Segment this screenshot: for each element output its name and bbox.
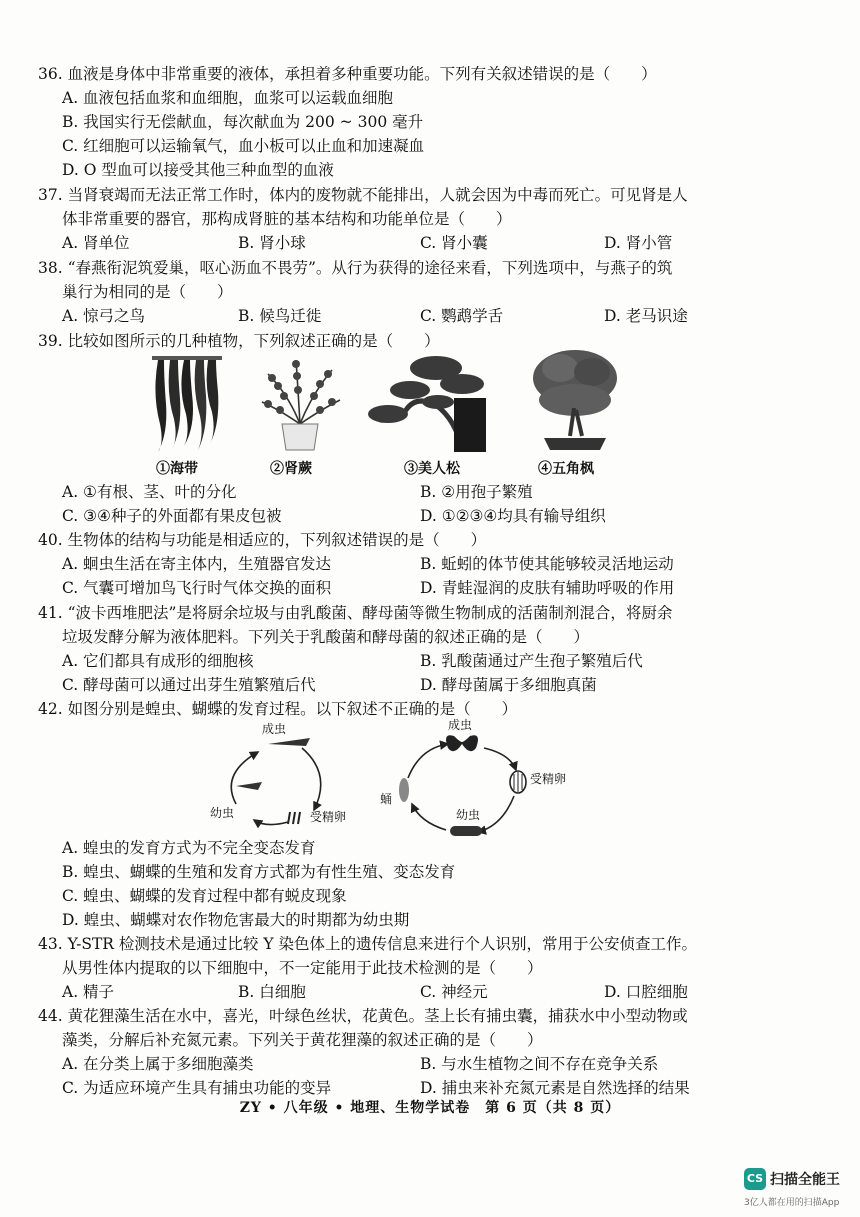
q38-option-c: C. 鹦鹉学舌 (420, 307, 504, 325)
q40-option-d: D. 青蛙湿润的皮肤有辅助呼吸的作用 (420, 579, 675, 597)
label-locust-egg: 受精卵 (310, 810, 347, 824)
q40-option-c: C. 气囊可增加鸟飞行时气体交换的面积 (62, 579, 332, 597)
page-footer: ZY • 八年级 • 地理、生物学试卷 第 6 页（共 8 页） (239, 1100, 621, 1116)
q44-stem-2: 藻类，分解后补充氮元素。下列关于黄花狸藻的叙述正确的是（ ） (62, 1031, 543, 1049)
q38-stem-2: 巢行为相同的是（ ） (62, 283, 233, 301)
q41-option-d: D. 酵母菌属于多细胞真菌 (420, 676, 597, 694)
q42-stem: 42. 如图分别是蝗虫、蝴蝶的发育过程。以下叙述不正确的是（ ） (38, 700, 518, 718)
label-locust-nymph: 幼虫 (210, 806, 235, 820)
q44-stem-1: 44. 黄花狸藻生活在水中，喜光，叶绿色丝状，花黄色。茎上长有捕虫囊，捕获水中小型动物或 (38, 1007, 688, 1025)
q42-option-c: C. 蝗虫、蝴蝶的发育过程中都有蜕皮现象 (62, 887, 347, 905)
caption-pine: ③美人松 (404, 461, 460, 477)
q38-option-a: A. 惊弓之鸟 (62, 307, 146, 325)
q37-stem-2: 体非常重要的器官，那构成肾脏的基本结构和功能单位是（ ） (62, 210, 512, 228)
label-butterfly-larva: 幼虫 (456, 808, 481, 822)
q44-option-c: C. 为适应环境产生具有捕虫功能的变异 (62, 1079, 332, 1097)
label-butterfly-adult: 成虫 (448, 718, 473, 732)
q44-option-d: D. 捕虫来补充氮元素是自然选择的结果 (420, 1079, 690, 1097)
q44-option-b: B. 与水生植物之间不存在竞争关系 (420, 1055, 659, 1073)
q41-option-c: C. 酵母菌可以通过出芽生殖繁殖后代 (62, 676, 316, 694)
q39-option-b: B. ②用孢子繁殖 (420, 483, 533, 501)
camscanner-tagline: 3亿人都在用的扫描App (744, 1198, 840, 1208)
q39-option-a: A. ①有根、茎、叶的分化 (62, 483, 237, 501)
q37-option-c: C. 肾小囊 (420, 234, 488, 252)
caption-fern: ②肾蕨 (270, 461, 312, 477)
q43-stem-2: 从男性体内提取的以下细胞中，不一定能用于此技术检测的是（ ） (62, 959, 543, 977)
q37-stem-1: 37. 当肾衰竭而无法正常工作时，体内的废物就不能排出，人就会因为中毒而死亡。可见肾是人 (38, 186, 688, 204)
label-locust-adult: 成虫 (262, 722, 287, 736)
q42-option-d: D. 蝗虫、蝴蝶对农作物危害最大的时期都为幼虫期 (62, 911, 410, 929)
q41-stem-2: 垃圾发酵分解为液体肥料。下列关于乳酸菌和酵母菌的叙述正确的是（ ） (62, 628, 590, 646)
q37-option-b: B. 肾小球 (238, 234, 306, 252)
q36-option-d: D. O 型血可以接受其他三种血型的血液 (62, 161, 334, 179)
q40-option-a: A. 蛔虫生活在寄主体内，生殖器官发达 (62, 555, 332, 573)
q36-stem: 36. 血液是身体中非常重要的液体，承担着多种重要功能。下列有关叙述错误的是（ ） (38, 65, 657, 83)
q41-option-a: A. 它们都具有成形的细胞核 (62, 652, 254, 670)
q39-option-c: C. ③④种子的外面都有果皮包被 (62, 507, 282, 525)
camscanner-name: 扫描全能王 (770, 1172, 840, 1188)
q38-option-d: D. 老马识途 (604, 307, 688, 325)
q37-option-a: A. 肾单位 (62, 234, 130, 252)
label-butterfly-egg: 受精卵 (530, 772, 567, 786)
fern-image (258, 354, 342, 454)
q44-option-a: A. 在分类上属于多细胞藻类 (62, 1055, 254, 1073)
q36-option-b: B. 我国实行无偿献血，每次献血为 200 ~ 300 毫升 (62, 113, 424, 131)
q43-option-b: B. 白细胞 (238, 983, 306, 1001)
camscanner-logo-icon: CS (744, 1168, 766, 1190)
q42-option-b: B. 蝗虫、蝴蝶的生殖和发育方式都为有性生殖、变态发育 (62, 863, 456, 881)
q36-option-c: C. 红细胞可以运输氧气，血小板可以止血和加速凝血 (62, 137, 425, 155)
q37-option-d: D. 肾小管 (604, 234, 673, 252)
maple-bonsai-image (530, 348, 620, 454)
q42-option-a: A. 蝗虫的发育方式为不完全变态发育 (62, 839, 316, 857)
q41-option-b: B. 乳酸菌通过产生孢子繁殖后代 (420, 652, 643, 670)
caption-kelp: ①海带 (156, 461, 198, 477)
q40-option-b: B. 蚯蚓的体节使其能够较灵活地运动 (420, 555, 674, 573)
q36-option-a: A. 血液包括血浆和血细胞，血浆可以运载血细胞 (62, 89, 394, 107)
q40-stem: 40. 生物体的结构与功能是相适应的，下列叙述错误的是（ ） (38, 531, 487, 549)
pine-bonsai-image (366, 350, 496, 454)
q43-option-d: D. 口腔细胞 (604, 983, 688, 1001)
q41-stem-1: 41. “波卡西堆肥法”是将厨余垃圾与由乳酸菌、酵母菌等微生物制成的活菌制剂混合，将厨余 (38, 604, 673, 622)
q43-option-a: A. 精子 (62, 983, 115, 1001)
q43-option-c: C. 神经元 (420, 983, 488, 1001)
q43-stem-1: 43. Y-STR 检测技术是通过比较 Y 染色体上的遗传信息来进行个人识别，常用于公安侦查工作。 (38, 935, 697, 953)
q39-option-d: D. ①②③④均具有输导组织 (420, 507, 606, 525)
q38-option-b: B. 候鸟迁徙 (238, 307, 322, 325)
caption-maple: ④五角枫 (538, 461, 594, 477)
label-butterfly-pupa: 蛹 (380, 792, 393, 806)
q39-stem: 39. 比较如图所示的几种植物，下列叙述正确的是（ ） (38, 332, 440, 350)
kelp-image (148, 354, 226, 454)
q38-stem-1: 38. “春燕衔泥筑爱巢，呕心沥血不畏劳”。从行为获得的途径来看，下列选项中，与燕子的筑 (38, 259, 673, 277)
